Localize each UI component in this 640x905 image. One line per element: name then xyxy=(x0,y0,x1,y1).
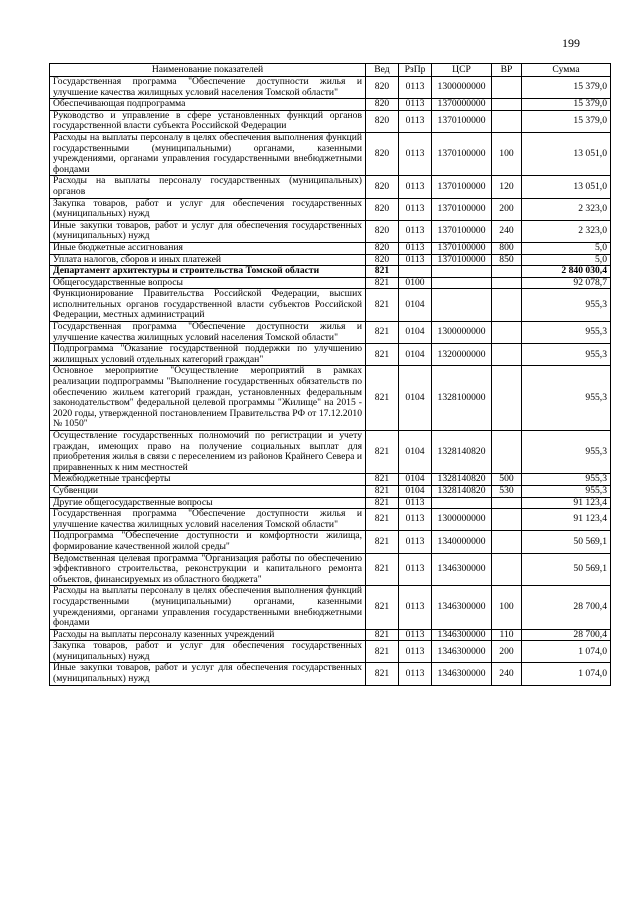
row-name-cell: Другие общегосударственные вопросы xyxy=(50,497,366,509)
row-csr-cell xyxy=(432,266,492,278)
row-name-cell: Закупка товаров, работ и услуг для обеспечения государственных (муниципальных) нужд xyxy=(50,641,366,663)
row-name-cell: Расходы на выплаты персоналу казенных учреждений xyxy=(50,629,366,641)
row-rzpr-cell: 0104 xyxy=(399,289,432,322)
row-sum-cell: 1 074,0 xyxy=(522,641,611,663)
row-ved-cell: 821 xyxy=(366,531,399,553)
row-sum-cell: 955,3 xyxy=(522,485,611,497)
table-row xyxy=(50,132,611,175)
row-csr-cell xyxy=(432,289,492,322)
table-row xyxy=(50,77,611,99)
row-sum-cell: 2 323,0 xyxy=(522,220,611,242)
row-sum-cell: 15 379,0 xyxy=(522,77,611,99)
row-vr-cell xyxy=(492,110,522,132)
row-rzpr-cell: 0113 xyxy=(399,110,432,132)
row-rzpr-cell: 0113 xyxy=(399,99,432,111)
row-vr-cell xyxy=(492,77,522,99)
header-vr: ВР xyxy=(492,64,522,77)
row-csr-cell: 1370000000 xyxy=(432,99,492,111)
budget-table xyxy=(49,63,611,686)
table-row xyxy=(50,254,611,266)
row-ved-cell: 821 xyxy=(366,553,399,586)
row-vr-cell: 200 xyxy=(492,641,522,663)
header-sum: Сумма xyxy=(522,64,611,77)
row-sum-cell: 5,0 xyxy=(522,242,611,254)
row-name-cell: Департамент архитектуры и строительства Томской области xyxy=(50,266,366,278)
table-row xyxy=(50,289,611,322)
row-rzpr-cell: 0113 xyxy=(399,220,432,242)
row-name-cell: Подпрограмма "Обеспечение доступности и комфортности жилища, формирование качественной жилой среды" xyxy=(50,531,366,553)
table-row xyxy=(50,198,611,220)
row-vr-cell: 110 xyxy=(492,629,522,641)
row-csr-cell: 1370100000 xyxy=(432,132,492,175)
row-vr-cell xyxy=(492,322,522,344)
row-name-cell: Расходы на выплаты персоналу в целях обеспечения выполнения функций государственными (муниципальными) органами, казенными учреждениями, органами управления государственными внебюджетными фондами xyxy=(50,132,366,175)
row-csr-cell: 1370100000 xyxy=(432,110,492,132)
row-rzpr-cell: 0113 xyxy=(399,254,432,266)
row-rzpr-cell: 0113 xyxy=(399,198,432,220)
row-csr-cell xyxy=(432,277,492,289)
row-ved-cell: 821 xyxy=(366,586,399,629)
row-name-cell: Государственная программа "Обеспечение доступности жилья и улучшение качества жилищных условий населения Томской области" xyxy=(50,322,366,344)
row-csr-cell: 1370100000 xyxy=(432,242,492,254)
row-csr-cell: 1346300000 xyxy=(432,586,492,629)
row-vr-cell: 200 xyxy=(492,198,522,220)
table-row xyxy=(50,110,611,132)
row-rzpr-cell: 0104 xyxy=(399,322,432,344)
row-name-cell: Ведомственная целевая программа "Организация работы по обеспечению эффективного строительства, реконструкции и капитального ремонта объектов, финансируемых из областного бюджета" xyxy=(50,553,366,586)
row-rzpr-cell: 0100 xyxy=(399,277,432,289)
row-rzpr-cell: 0113 xyxy=(399,553,432,586)
row-sum-cell: 5,0 xyxy=(522,254,611,266)
row-csr-cell: 1328140820 xyxy=(432,474,492,486)
table-row xyxy=(50,266,611,278)
row-sum-cell: 92 078,7 xyxy=(522,277,611,289)
row-ved-cell: 821 xyxy=(366,277,399,289)
row-rzpr-cell: 0113 xyxy=(399,586,432,629)
row-vr-cell xyxy=(492,366,522,431)
row-rzpr-cell: 0104 xyxy=(399,344,432,366)
header-name: Наименование показателей xyxy=(50,64,366,77)
row-sum-cell: 50 569,1 xyxy=(522,553,611,586)
row-name-cell: Расходы на выплаты персоналу в целях обеспечения выполнения функций государственными (муниципальными) органами, казенными учреждениями, органами управления государственными внебюджетными фондами xyxy=(50,586,366,629)
table-header-row xyxy=(50,64,611,77)
row-ved-cell: 821 xyxy=(366,641,399,663)
row-name-cell: Осуществление государственных полномочий по регистрации и учету граждан, имеющих право на получение социальных выплат для приобретения жилья в связи с переселением из районов Крайнего Севера и приравненных к ним местностей xyxy=(50,431,366,474)
row-vr-cell xyxy=(492,344,522,366)
row-vr-cell xyxy=(492,509,522,531)
row-ved-cell: 820 xyxy=(366,242,399,254)
row-ved-cell: 820 xyxy=(366,254,399,266)
table-row xyxy=(50,474,611,486)
row-csr-cell: 1370100000 xyxy=(432,254,492,266)
row-csr-cell: 1346300000 xyxy=(432,663,492,685)
table-row xyxy=(50,641,611,663)
table-row xyxy=(50,629,611,641)
row-sum-cell: 28 700,4 xyxy=(522,629,611,641)
row-name-cell: Субвенции xyxy=(50,485,366,497)
row-sum-cell: 15 379,0 xyxy=(522,99,611,111)
page-number: 199 xyxy=(562,36,580,50)
row-ved-cell: 821 xyxy=(366,289,399,322)
row-vr-cell xyxy=(492,531,522,553)
row-name-cell: Межбюджетные трансферты xyxy=(50,474,366,486)
row-sum-cell: 1 074,0 xyxy=(522,663,611,685)
header-rzpr: РзПр xyxy=(399,64,432,77)
row-sum-cell: 28 700,4 xyxy=(522,586,611,629)
row-vr-cell xyxy=(492,289,522,322)
table-row xyxy=(50,509,611,531)
row-name-cell: Расходы на выплаты персоналу государственных (муниципальных) органов xyxy=(50,176,366,198)
row-rzpr-cell: 0113 xyxy=(399,497,432,509)
row-vr-cell xyxy=(492,497,522,509)
row-vr-cell xyxy=(492,553,522,586)
row-csr-cell: 1328100000 xyxy=(432,366,492,431)
table-row xyxy=(50,663,611,685)
row-rzpr-cell: 0113 xyxy=(399,629,432,641)
table-row xyxy=(50,553,611,586)
row-sum-cell: 955,3 xyxy=(522,474,611,486)
table-row xyxy=(50,586,611,629)
row-vr-cell xyxy=(492,99,522,111)
row-csr-cell: 1320000000 xyxy=(432,344,492,366)
row-rzpr-cell: 0113 xyxy=(399,663,432,685)
row-ved-cell: 821 xyxy=(366,474,399,486)
row-ved-cell: 820 xyxy=(366,220,399,242)
row-ved-cell: 821 xyxy=(366,485,399,497)
table-body xyxy=(50,77,611,686)
row-csr-cell: 1370100000 xyxy=(432,220,492,242)
row-csr-cell xyxy=(432,497,492,509)
row-rzpr-cell: 0113 xyxy=(399,531,432,553)
row-name-cell: Обеспечивающая подпрограмма xyxy=(50,99,366,111)
row-ved-cell: 821 xyxy=(366,344,399,366)
row-sum-cell: 955,3 xyxy=(522,289,611,322)
row-vr-cell: 500 xyxy=(492,474,522,486)
table-row xyxy=(50,497,611,509)
table-row xyxy=(50,220,611,242)
row-vr-cell xyxy=(492,266,522,278)
row-ved-cell: 820 xyxy=(366,198,399,220)
table-row xyxy=(50,366,611,431)
row-sum-cell: 13 051,0 xyxy=(522,132,611,175)
row-csr-cell: 1328140820 xyxy=(432,431,492,474)
row-csr-cell: 1300000000 xyxy=(432,322,492,344)
row-sum-cell: 955,3 xyxy=(522,366,611,431)
row-csr-cell: 1370100000 xyxy=(432,176,492,198)
row-vr-cell: 100 xyxy=(492,586,522,629)
row-vr-cell xyxy=(492,431,522,474)
row-csr-cell: 1346300000 xyxy=(432,641,492,663)
row-sum-cell: 955,3 xyxy=(522,431,611,474)
header-ved: Вед xyxy=(366,64,399,77)
row-sum-cell: 15 379,0 xyxy=(522,110,611,132)
row-rzpr-cell: 0104 xyxy=(399,474,432,486)
row-csr-cell: 1340000000 xyxy=(432,531,492,553)
row-name-cell: Иные закупки товаров, работ и услуг для обеспечения государственных (муниципальных) нужд xyxy=(50,220,366,242)
row-rzpr-cell: 0113 xyxy=(399,641,432,663)
row-vr-cell xyxy=(492,277,522,289)
row-vr-cell: 240 xyxy=(492,220,522,242)
table-row xyxy=(50,176,611,198)
row-csr-cell: 1370100000 xyxy=(432,198,492,220)
row-sum-cell: 91 123,4 xyxy=(522,509,611,531)
row-name-cell: Общегосударственные вопросы xyxy=(50,277,366,289)
row-rzpr-cell: 0113 xyxy=(399,509,432,531)
row-sum-cell: 2 840 030,4 xyxy=(522,266,611,278)
row-csr-cell: 1300000000 xyxy=(432,509,492,531)
row-rzpr-cell: 0113 xyxy=(399,132,432,175)
row-csr-cell: 1300000000 xyxy=(432,77,492,99)
row-ved-cell: 820 xyxy=(366,99,399,111)
row-ved-cell: 821 xyxy=(366,663,399,685)
row-ved-cell: 820 xyxy=(366,132,399,175)
row-vr-cell: 240 xyxy=(492,663,522,685)
row-ved-cell: 820 xyxy=(366,110,399,132)
table-row xyxy=(50,322,611,344)
row-name-cell: Руководство и управление в сфере установленных функций органов государственной власти субъекта Российской Федерации xyxy=(50,110,366,132)
table-row xyxy=(50,344,611,366)
row-rzpr-cell: 0113 xyxy=(399,176,432,198)
row-name-cell: Подпрограмма "Оказание государственной поддержки по улучшению жилищных условий отдельных категорий граждан" xyxy=(50,344,366,366)
row-name-cell: Основное мероприятие "Осуществление мероприятий в рамках реализации подпрограммы "Выполнение государственных обязательств по обеспечению жильем категорий граждан, установленных федеральным законодательством" федеральной целевой программы "Жилище" на 2015 - 2020 годы, утвержденной постановлением Правительства РФ от 17.12.2010 № 1050" xyxy=(50,366,366,431)
row-ved-cell: 821 xyxy=(366,509,399,531)
row-ved-cell: 821 xyxy=(366,629,399,641)
row-ved-cell: 820 xyxy=(366,176,399,198)
table-row xyxy=(50,99,611,111)
row-ved-cell: 821 xyxy=(366,497,399,509)
row-sum-cell: 955,3 xyxy=(522,344,611,366)
row-vr-cell: 100 xyxy=(492,132,522,175)
table-row xyxy=(50,431,611,474)
row-csr-cell: 1346300000 xyxy=(432,629,492,641)
row-ved-cell: 820 xyxy=(366,77,399,99)
row-name-cell: Уплата налогов, сборов и иных платежей xyxy=(50,254,366,266)
row-vr-cell: 800 xyxy=(492,242,522,254)
row-vr-cell: 850 xyxy=(492,254,522,266)
row-csr-cell: 1346300000 xyxy=(432,553,492,586)
row-ved-cell: 821 xyxy=(366,366,399,431)
row-sum-cell: 13 051,0 xyxy=(522,176,611,198)
table-row xyxy=(50,277,611,289)
row-name-cell: Закупка товаров, работ и услуг для обеспечения государственных (муниципальных) нужд xyxy=(50,198,366,220)
row-sum-cell: 50 569,1 xyxy=(522,531,611,553)
row-ved-cell: 821 xyxy=(366,322,399,344)
row-name-cell: Иные закупки товаров, работ и услуг для обеспечения государственных (муниципальных) нужд xyxy=(50,663,366,685)
row-name-cell: Иные бюджетные ассигнования xyxy=(50,242,366,254)
row-rzpr-cell: 0113 xyxy=(399,242,432,254)
row-sum-cell: 2 323,0 xyxy=(522,198,611,220)
row-csr-cell: 1328140820 xyxy=(432,485,492,497)
table-row xyxy=(50,485,611,497)
table-row xyxy=(50,242,611,254)
row-sum-cell: 91 123,4 xyxy=(522,497,611,509)
header-csr: ЦСР xyxy=(432,64,492,77)
row-name-cell: Функционирование Правительства Российской Федерации, высших исполнительных органов государственной власти субъектов Российской Федерации, местных администраций xyxy=(50,289,366,322)
table-row xyxy=(50,531,611,553)
row-rzpr-cell: 0104 xyxy=(399,431,432,474)
row-name-cell: Государственная программа "Обеспечение доступности жилья и улучшение качества жилищных условий населения Томской области" xyxy=(50,77,366,99)
row-name-cell: Государственная программа "Обеспечение доступности жилья и улучшение качества жилищных условий населения Томской области" xyxy=(50,509,366,531)
row-vr-cell: 120 xyxy=(492,176,522,198)
row-sum-cell: 955,3 xyxy=(522,322,611,344)
row-rzpr-cell xyxy=(399,266,432,278)
row-ved-cell: 821 xyxy=(366,431,399,474)
row-rzpr-cell: 0104 xyxy=(399,485,432,497)
row-rzpr-cell: 0113 xyxy=(399,77,432,99)
row-rzpr-cell: 0104 xyxy=(399,366,432,431)
row-ved-cell: 821 xyxy=(366,266,399,278)
row-vr-cell: 530 xyxy=(492,485,522,497)
